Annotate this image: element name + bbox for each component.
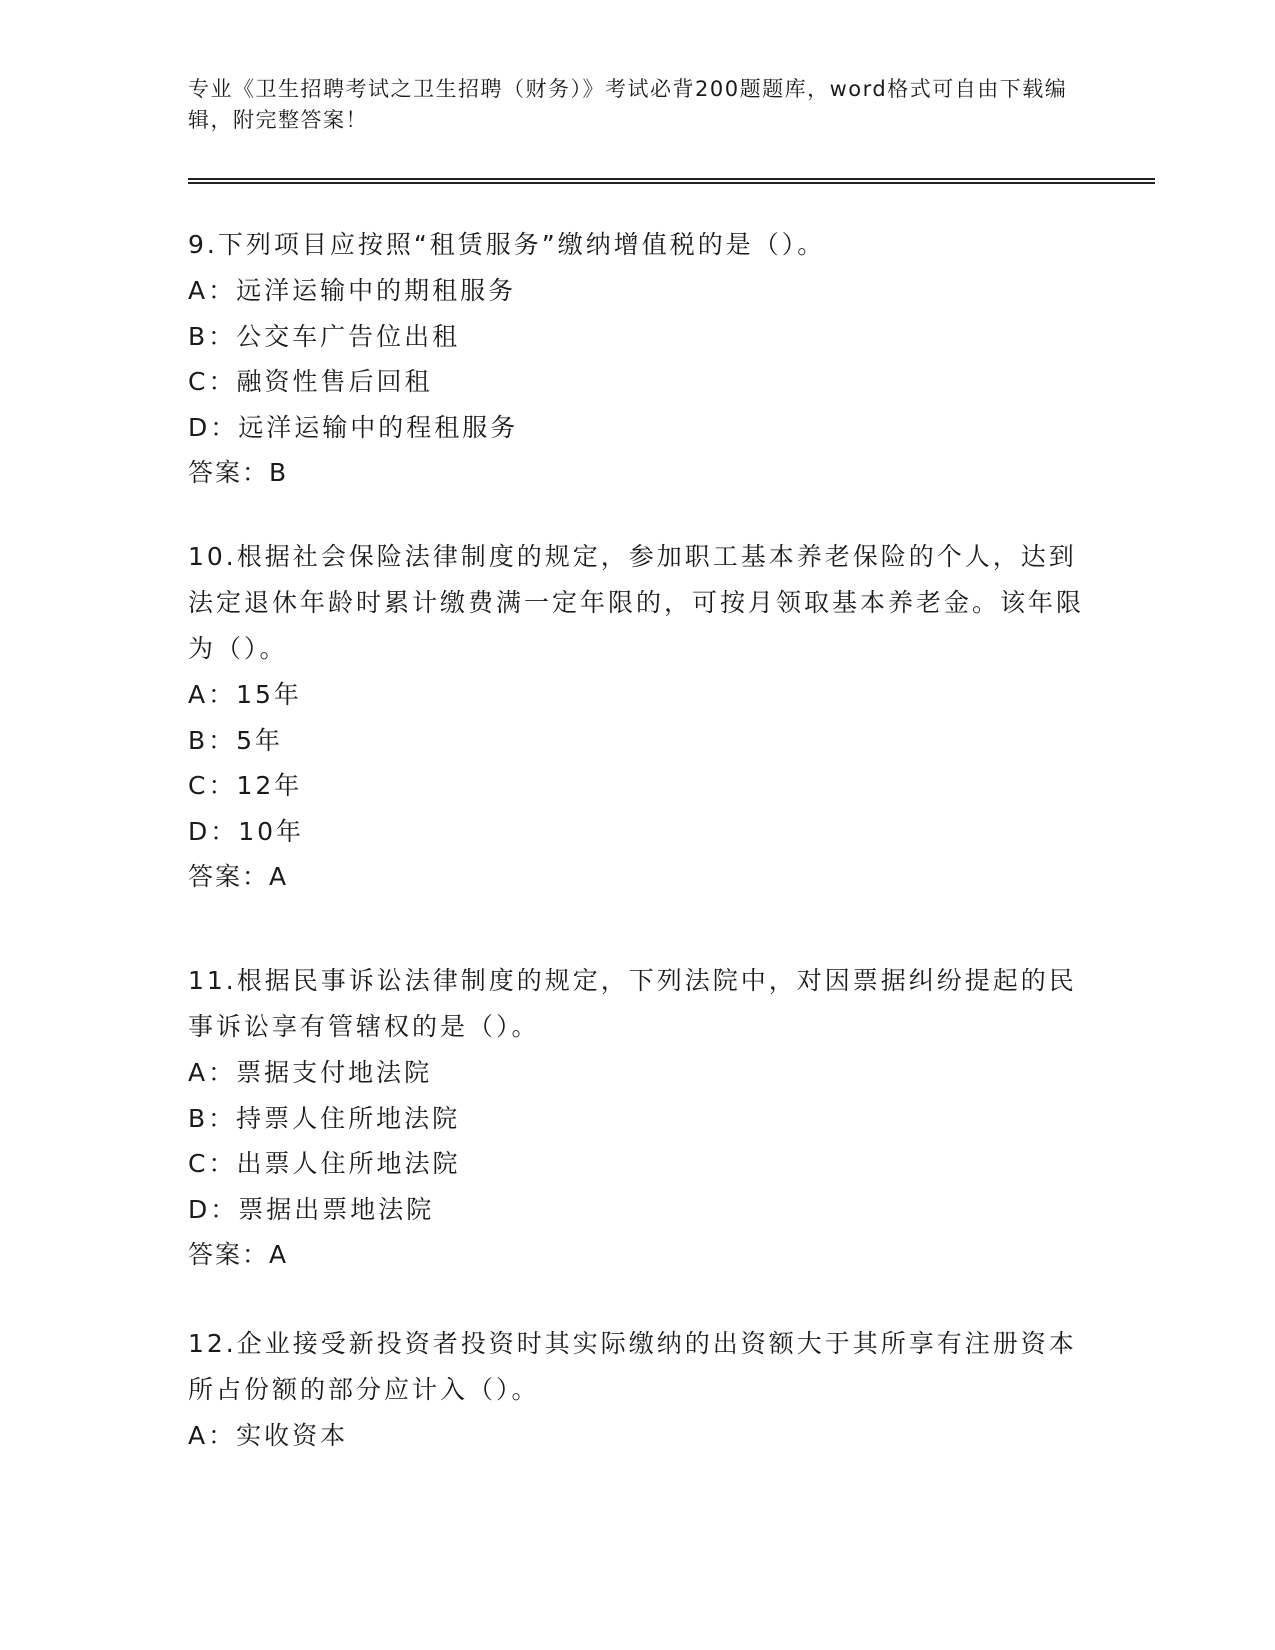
option-d: D：10年 bbox=[188, 816, 305, 846]
question-stem: 9.下列项目应按照“租赁服务”缴纳增值税的是（）。 bbox=[188, 230, 826, 259]
question-11 bbox=[188, 958, 1088, 1278]
option-a: A：实收资本 bbox=[188, 1421, 349, 1450]
option-a: A：15年 bbox=[188, 680, 302, 709]
option-b: B：持票人住所地法院 bbox=[188, 1103, 461, 1133]
question-9 bbox=[188, 222, 1088, 496]
question-stem: 10.根据社会保险法律制度的规定，参加职工基本养老保险的个人，达到法定退休年龄时累计缴费满一定年限的，可按月领取基本养老金。该年限为（）。 bbox=[188, 542, 1085, 663]
option-a: A：远洋运输中的期租服务 bbox=[188, 276, 517, 305]
option-b: B：公交车广告位出租 bbox=[188, 321, 461, 351]
option-a: A：票据支付地法院 bbox=[188, 1058, 433, 1087]
option-c: C：融资性售后回租 bbox=[188, 367, 433, 396]
option-d: D：票据出票地法院 bbox=[188, 1194, 435, 1224]
question-stem: 12.企业接受新投资者投资时其实际缴纳的出资额大于其所享有注册资本所占份额的部分应计入（）。 bbox=[188, 1329, 1077, 1404]
option-c: C：12年 bbox=[188, 771, 303, 800]
document-intro: 专业《卫生招聘考试之卫生招聘（财务）》考试必背200题题库，word格式可自由下载编辑，附完整答案！ bbox=[188, 77, 1068, 132]
answer-line: 答案：A bbox=[188, 1240, 289, 1269]
option-c: C：出票人住所地法院 bbox=[188, 1149, 461, 1178]
option-d: D：远洋运输中的程租服务 bbox=[188, 412, 519, 442]
question-10 bbox=[188, 534, 1088, 900]
answer-line: 答案：A bbox=[188, 862, 289, 891]
answer-line: 答案：B bbox=[188, 458, 289, 487]
header-divider-bottom bbox=[188, 182, 1155, 184]
question-stem: 11.根据民事诉讼法律制度的规定，下列法院中，对因票据纠纷提起的民事诉讼享有管辖权的是（）。 bbox=[188, 966, 1077, 1041]
option-b: B：5年 bbox=[188, 725, 284, 755]
question-12 bbox=[188, 1321, 1088, 1459]
header-divider-top bbox=[188, 178, 1155, 180]
